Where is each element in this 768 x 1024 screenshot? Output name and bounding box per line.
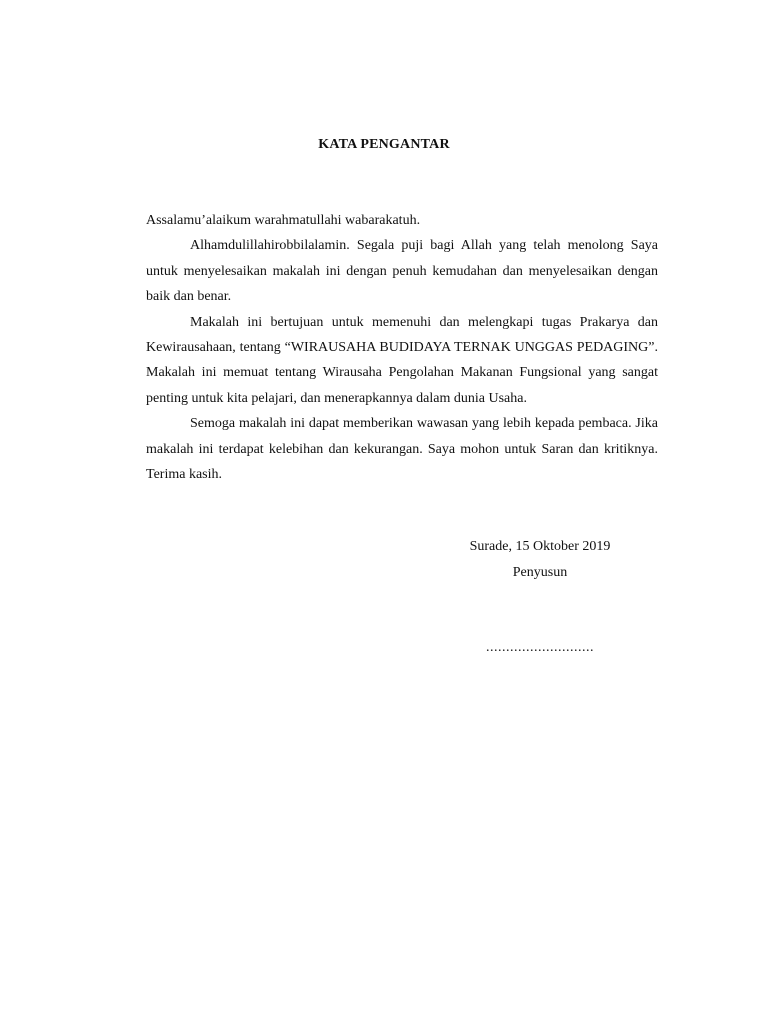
signature-name-line: ........................... bbox=[486, 640, 594, 655]
paragraph-opening: Alhamdulillahirobbilalamin. Segala puji bagi Allah yang telah menolong Saya untuk menyelesaikan makalah ini dengan penuh kemudahan dan menyelesaikan dengan baik dan benar. bbox=[146, 238, 658, 305]
page-title: KATA PENGANTAR bbox=[318, 137, 450, 152]
document-body bbox=[146, 208, 658, 487]
paragraph-closing: Semoga makalah ini dapat memberikan wawasan yang lebih kepada pembaca. Jika makalah ini terdapat kelebihan dan kekurangan. Saya mohon untuk Saran dan kritiknya. Terima kasih. bbox=[146, 416, 658, 483]
paragraph-purpose: Makalah ini bertujuan untuk memenuhi dan melengkapi tugas Prakarya dan Kewirausahaan, tentang “WIRAUSAHA BUDIDAYA TERNAK UNGGAS PEDAGING”. Makalah ini memuat tentang Wirausaha Pengolahan Makanan Fungsional yang sangat penting untuk kita pelajari, dan menerapkannya dalam dunia Usaha. bbox=[146, 314, 658, 406]
greeting: Assalamu’alaikum warahmatullahi wabarakatuh. bbox=[146, 213, 421, 228]
signature-role: Penyusun bbox=[512, 565, 568, 580]
signature-place-date: Surade, 15 Oktober 2019 bbox=[469, 539, 611, 554]
